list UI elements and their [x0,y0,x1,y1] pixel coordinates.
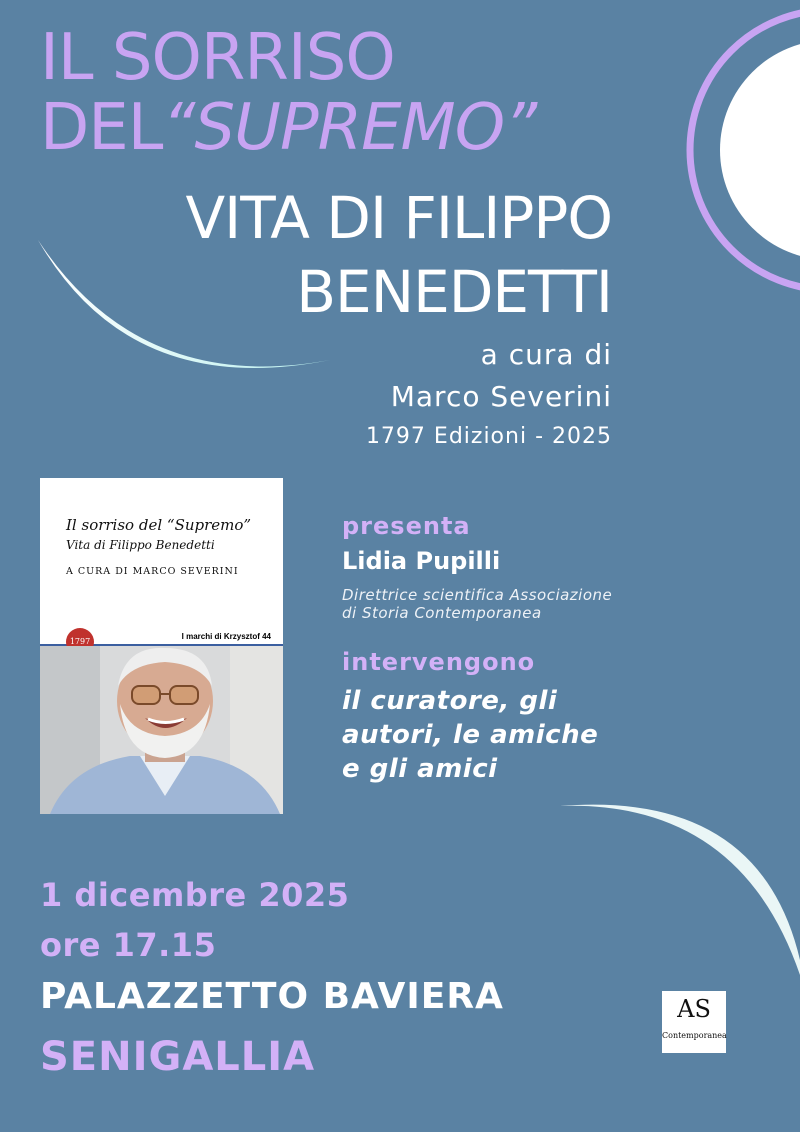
top-right-white-circle [720,40,800,260]
book-cover [40,478,283,814]
event-city: SENIGALLIA [40,1034,316,1080]
subtitle-line1: VITA DI FILIPPO [185,184,612,252]
presenta-label: presenta [342,512,471,540]
book-series: I marchi di Krzysztof 44 [181,632,271,641]
event-time: ore 17.15 [40,926,217,964]
speakers-line2: autori, le amiche [342,720,599,750]
credits-edited-by: a cura di [480,338,612,371]
book-title: Il sorriso del “Supremo” [66,516,252,534]
bottom-right-swoosh [560,805,800,975]
logo-initials: AS [677,995,711,1023]
presenter-role-line2: di Storia Contemporanea [342,604,542,622]
main-title-line2 [40,92,536,164]
subtitle-line2: BENEDETTI [296,258,612,326]
book-editor: A CURA DI MARCO SEVERINI [66,566,239,577]
speakers-line3: e gli amici [342,754,498,784]
presenter-name: Lidia Pupilli [342,547,501,575]
main-title-line1: IL SORRISO [40,21,395,95]
main-title-supremo: “SUPREMO” [162,91,537,165]
left-swoosh [38,240,330,368]
book-subtitle: Vita di Filippo Benedetti [66,538,215,552]
main-title-del: DEL [40,91,163,165]
logo-text: Contemporanea [662,1031,727,1040]
presenter-role-line1: Direttrice scientifica Associazione [342,586,613,604]
credits-editor-name: Marco Severini [390,380,612,413]
speakers-line1: il curatore, gli [342,686,558,716]
intervengono-label: intervengono [342,648,536,676]
credits-publisher: 1797 Edizioni - 2025 [365,424,612,449]
event-venue: PALAZZETTO BAVIERA [40,976,504,1017]
event-date: 1 dicembre 2025 [40,876,350,914]
author-photo [40,646,283,814]
publisher-badge: 1797 [66,628,94,656]
as-contemporanea-logo [662,991,726,1053]
